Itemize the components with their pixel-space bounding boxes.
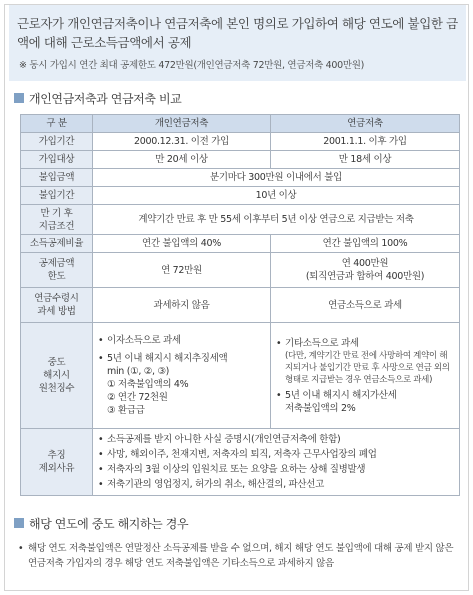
intro-box [9, 5, 466, 81]
row-label: 가입기간 [21, 133, 93, 151]
square-bullet-icon [14, 518, 24, 528]
row-label: 소득공제비율 [21, 235, 93, 253]
list-item: • 5년 이내 해지시 해지가산세 [275, 389, 455, 402]
table-row [21, 133, 460, 151]
row-label-line: 중도 [47, 357, 66, 368]
note-text: 해당 연도 저축불입액은 연말정산 소득공제를 받을 수 없으며, 해지 해당 연도 불입액에 대해 공제 받지 않은 연금저축 가입자의 경우 해당 연도 저축불입액은 기타소득으로 과세하지 않음 [28, 543, 454, 569]
bullet-list [275, 337, 455, 350]
table-row [21, 253, 460, 288]
row-label-line: 연금수령시 [34, 293, 79, 304]
table-row [21, 429, 460, 496]
intro-note: ※ 동시 가입시 연간 최대 공제한도 472만원(개인연금저축 72만원, 연금저축 400만원) [19, 60, 365, 71]
row-label-line: 한도 [47, 271, 66, 282]
list-item: • 사망, 해외이주, 천재지변, 저축자의 퇴직, 저축자 근무사업장의 폐업 [97, 447, 455, 462]
row-label-line: 원천징수 [38, 383, 75, 394]
table-row [21, 169, 460, 187]
comparison-table [20, 114, 460, 496]
cell: 연금소득으로 과세 [271, 288, 460, 323]
cell-line: 연 400만원 [341, 258, 389, 269]
cell: 연간 불입액의 100% [271, 235, 460, 253]
header-category: 구 분 [21, 115, 93, 133]
cell: 2001.1.1. 이후 가입 [271, 133, 460, 151]
section-heading-early-termination [14, 514, 188, 532]
formula-item: ③ 환급급 [107, 405, 145, 416]
cell [271, 323, 460, 429]
row-label-line: 해지시 [43, 370, 70, 381]
list-item: • 5년 이내 해지시 해지추징세액 [97, 352, 266, 365]
row-label-line: 제외사유 [38, 463, 75, 474]
list-item: • 저축기관의 영업정지, 허가의 취소, 해산결의, 파산선고 [97, 477, 455, 492]
cell [93, 429, 460, 496]
cell: 만 18세 이상 [271, 151, 460, 169]
table-row [21, 187, 460, 205]
section-title: 해당 연도에 중도 해지하는 경우 [29, 516, 189, 531]
row-label: 가입대상 [21, 151, 93, 169]
table-row [21, 235, 460, 253]
cell-line: (퇴직연금과 합하여 400만원) [305, 271, 425, 282]
table-row [21, 151, 460, 169]
list-subtext: (다만, 계약기간 만료 전에 사망하여 계약이 해지되거나 불입기간 만료 후 사망으로 연금 외의 형태로 지급받는 경우 연금소득으로 과세) [285, 350, 450, 385]
cell: 연간 불입액의 40% [93, 235, 271, 253]
cell: 10년 이상 [93, 187, 460, 205]
formula: min (①, ②, ③) [107, 366, 170, 377]
list-item: • 기타소득으로 과세 [275, 337, 455, 350]
square-bullet-icon [14, 93, 24, 103]
early-termination-note [18, 541, 460, 571]
row-label-line: 공제금액 [38, 258, 75, 269]
cell [93, 323, 271, 429]
formula-item: ② 연간 72천원 [107, 392, 168, 403]
row-label-line: 추징 [47, 450, 66, 461]
intro-title: 근로자가 개인연금저축이나 연금저축에 본인 명의로 가입하여 해당 연도에 불입한 금액에 대해 근로소득금액에서 공제 [17, 16, 458, 50]
header-pension-savings: 연금저축 [271, 115, 460, 133]
bullet-icon: • [18, 543, 24, 554]
row-label [21, 253, 93, 288]
cell: 계약기간 만료 후 만 55세 이후부터 5년 이상 연금으로 지급받는 저축 [93, 205, 460, 235]
bullet-list [97, 432, 455, 492]
table-header-row [21, 115, 460, 133]
row-label [21, 429, 93, 496]
row-label-line: 지급조건 [38, 220, 75, 232]
formula-item: ① 저축불입액의 4% [107, 379, 189, 390]
cell: 과세하지 않음 [93, 288, 271, 323]
cell: 만 20세 이상 [93, 151, 271, 169]
row-label-line: 과세 방법 [37, 306, 76, 317]
list-item: • 이자소득으로 과세 [97, 334, 266, 347]
cell: 2000.12.31. 이전 가입 [93, 133, 271, 151]
cell: 분기마다 300만원 이내에서 불입 [93, 169, 460, 187]
list-item-continuation: 저축불입액의 2% [285, 402, 356, 414]
table-row [21, 288, 460, 323]
table-row [21, 323, 460, 429]
cell: 연 72만원 [93, 253, 271, 288]
section-title: 개인연금저축과 연금저축 비교 [29, 91, 182, 106]
bullet-list [275, 389, 455, 402]
header-personal-pension: 개인연금저축 [93, 115, 271, 133]
list-item: • 저축자의 3월 이상의 입원치료 또는 요양을 요하는 상해 질병발생 [97, 462, 455, 477]
row-label [21, 288, 93, 323]
row-label: 불입기간 [21, 187, 93, 205]
row-label-line: 만 기 후 [40, 207, 73, 219]
bullet-list [97, 334, 266, 365]
row-label: 불입금액 [21, 169, 93, 187]
list-item: • 소득공제를 받지 아니한 사실 증명시(개인연금저축에 한함) [97, 432, 455, 447]
table-row [21, 205, 460, 235]
row-label [21, 323, 93, 429]
cell [271, 253, 460, 288]
row-label [21, 205, 93, 235]
section-heading-comparison [14, 89, 181, 107]
